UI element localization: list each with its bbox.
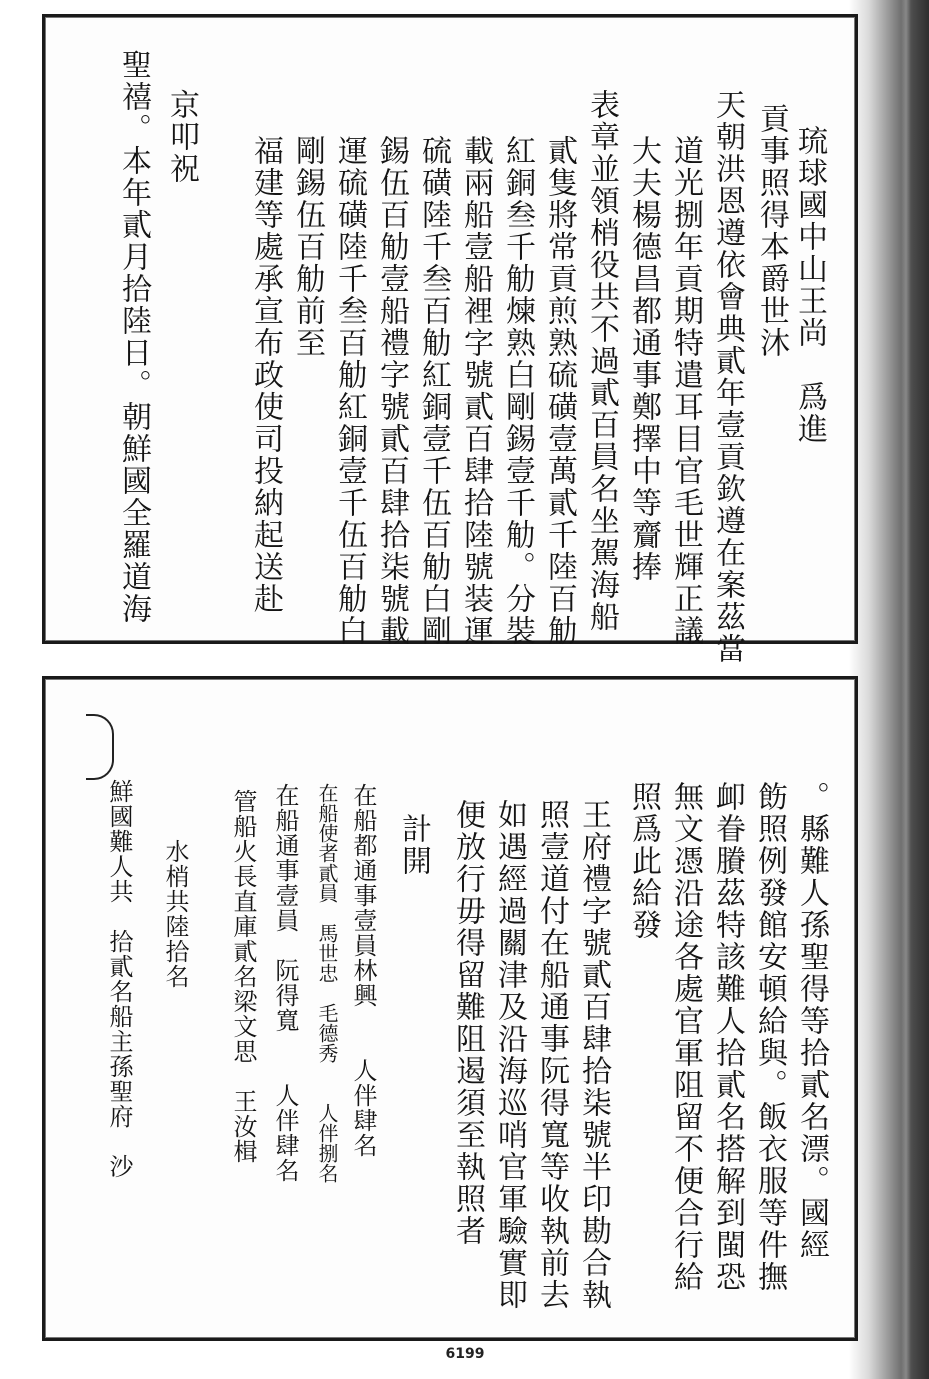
text-column: 京叩祝 <box>164 89 199 185</box>
bottom-document-panel <box>42 676 858 1341</box>
text-column: 表章並領梢役共不過貳百員名坐駕海船 <box>584 89 619 633</box>
text-column: 在船都通事壹員林興 人伴肆名 <box>349 783 377 1158</box>
text-column: 福建等處承宣布政使司投納起送赴 <box>248 135 283 615</box>
text-column: 聖禧。本年貳月拾陸日。朝鮮國全羅道海 <box>116 49 151 625</box>
text-column: 。縣難人孫聖得等拾貳名漂。國經 <box>794 781 829 1261</box>
page-number: 6199 <box>445 1346 485 1362</box>
text-column: 卹眷賸茲特該難人拾貳名搭解到閩恐 <box>710 781 745 1293</box>
text-column: 水梢共陸拾名 <box>161 839 189 989</box>
text-column: 如遇經過關津及沿海巡哨官軍驗實即 <box>492 799 527 1311</box>
text-column: 天朝洪恩遵依會典貳年壹貢欽遵在案茲當 <box>710 89 745 665</box>
text-column: 計開 <box>396 813 431 877</box>
margin-bracket-mark <box>86 714 114 780</box>
text-column: 貳隻將常貢煎熟硫磺壹萬貳千陸百觔 <box>542 135 577 647</box>
text-column: 飭照例發館安頓給與。飯衣服等件撫 <box>752 781 787 1293</box>
text-column: 照爲此給發 <box>626 781 661 941</box>
text-column: 鮮國難人共 拾貳名船主孫聖府 沙 <box>105 779 133 1179</box>
text-column: 剛錫伍百觔前至 <box>290 135 325 359</box>
text-column: 管船火長直庫貳名梁文思 王汝楫 <box>229 789 257 1164</box>
text-column: 琉球國中山王尚 爲進 <box>792 125 827 445</box>
text-column: 無文憑沿途各處官軍阻留不便合行給 <box>668 781 703 1293</box>
text-column: 便放行毋得留難阻遏須至執照者 <box>450 799 485 1247</box>
text-column: 運硫磺陸千叁百觔紅銅壹千伍百觔白 <box>332 135 367 647</box>
text-column: 王府禮字號貳百肆拾柒號半印勘合執 <box>576 799 611 1311</box>
text-column: 照壹道付在船通事阮得寬等收執前去 <box>534 799 569 1311</box>
text-column: 錫伍百觔壹船禮字號貳百肆拾柒號載 <box>374 135 409 647</box>
top-document-panel <box>42 14 858 665</box>
text-column: 硫磺陸千叁百觔紅銅壹千伍百觔白剛 <box>416 135 451 647</box>
text-column: 大夫楊德昌都通事鄭擇中等齎捧 <box>626 135 661 583</box>
book-binding-shadow <box>849 0 929 1379</box>
text-column: 道光捌年貢期特遣耳目官毛世輝正議 <box>668 135 703 647</box>
text-column: 在船通事壹員 阮得寬 人伴肆名 <box>271 783 299 1183</box>
text-column: 紅銅叁千觔煉熟白剛錫壹千觔。分裝 <box>500 135 535 647</box>
text-column: 在船使者貳員 馬世忠 毛德秀 人伴捌名 <box>315 783 339 1183</box>
text-column: 載兩船壹船裡字號貳百肆拾陸號装運 <box>458 135 493 647</box>
text-column: 貢事照得本爵世沐 <box>754 103 789 359</box>
